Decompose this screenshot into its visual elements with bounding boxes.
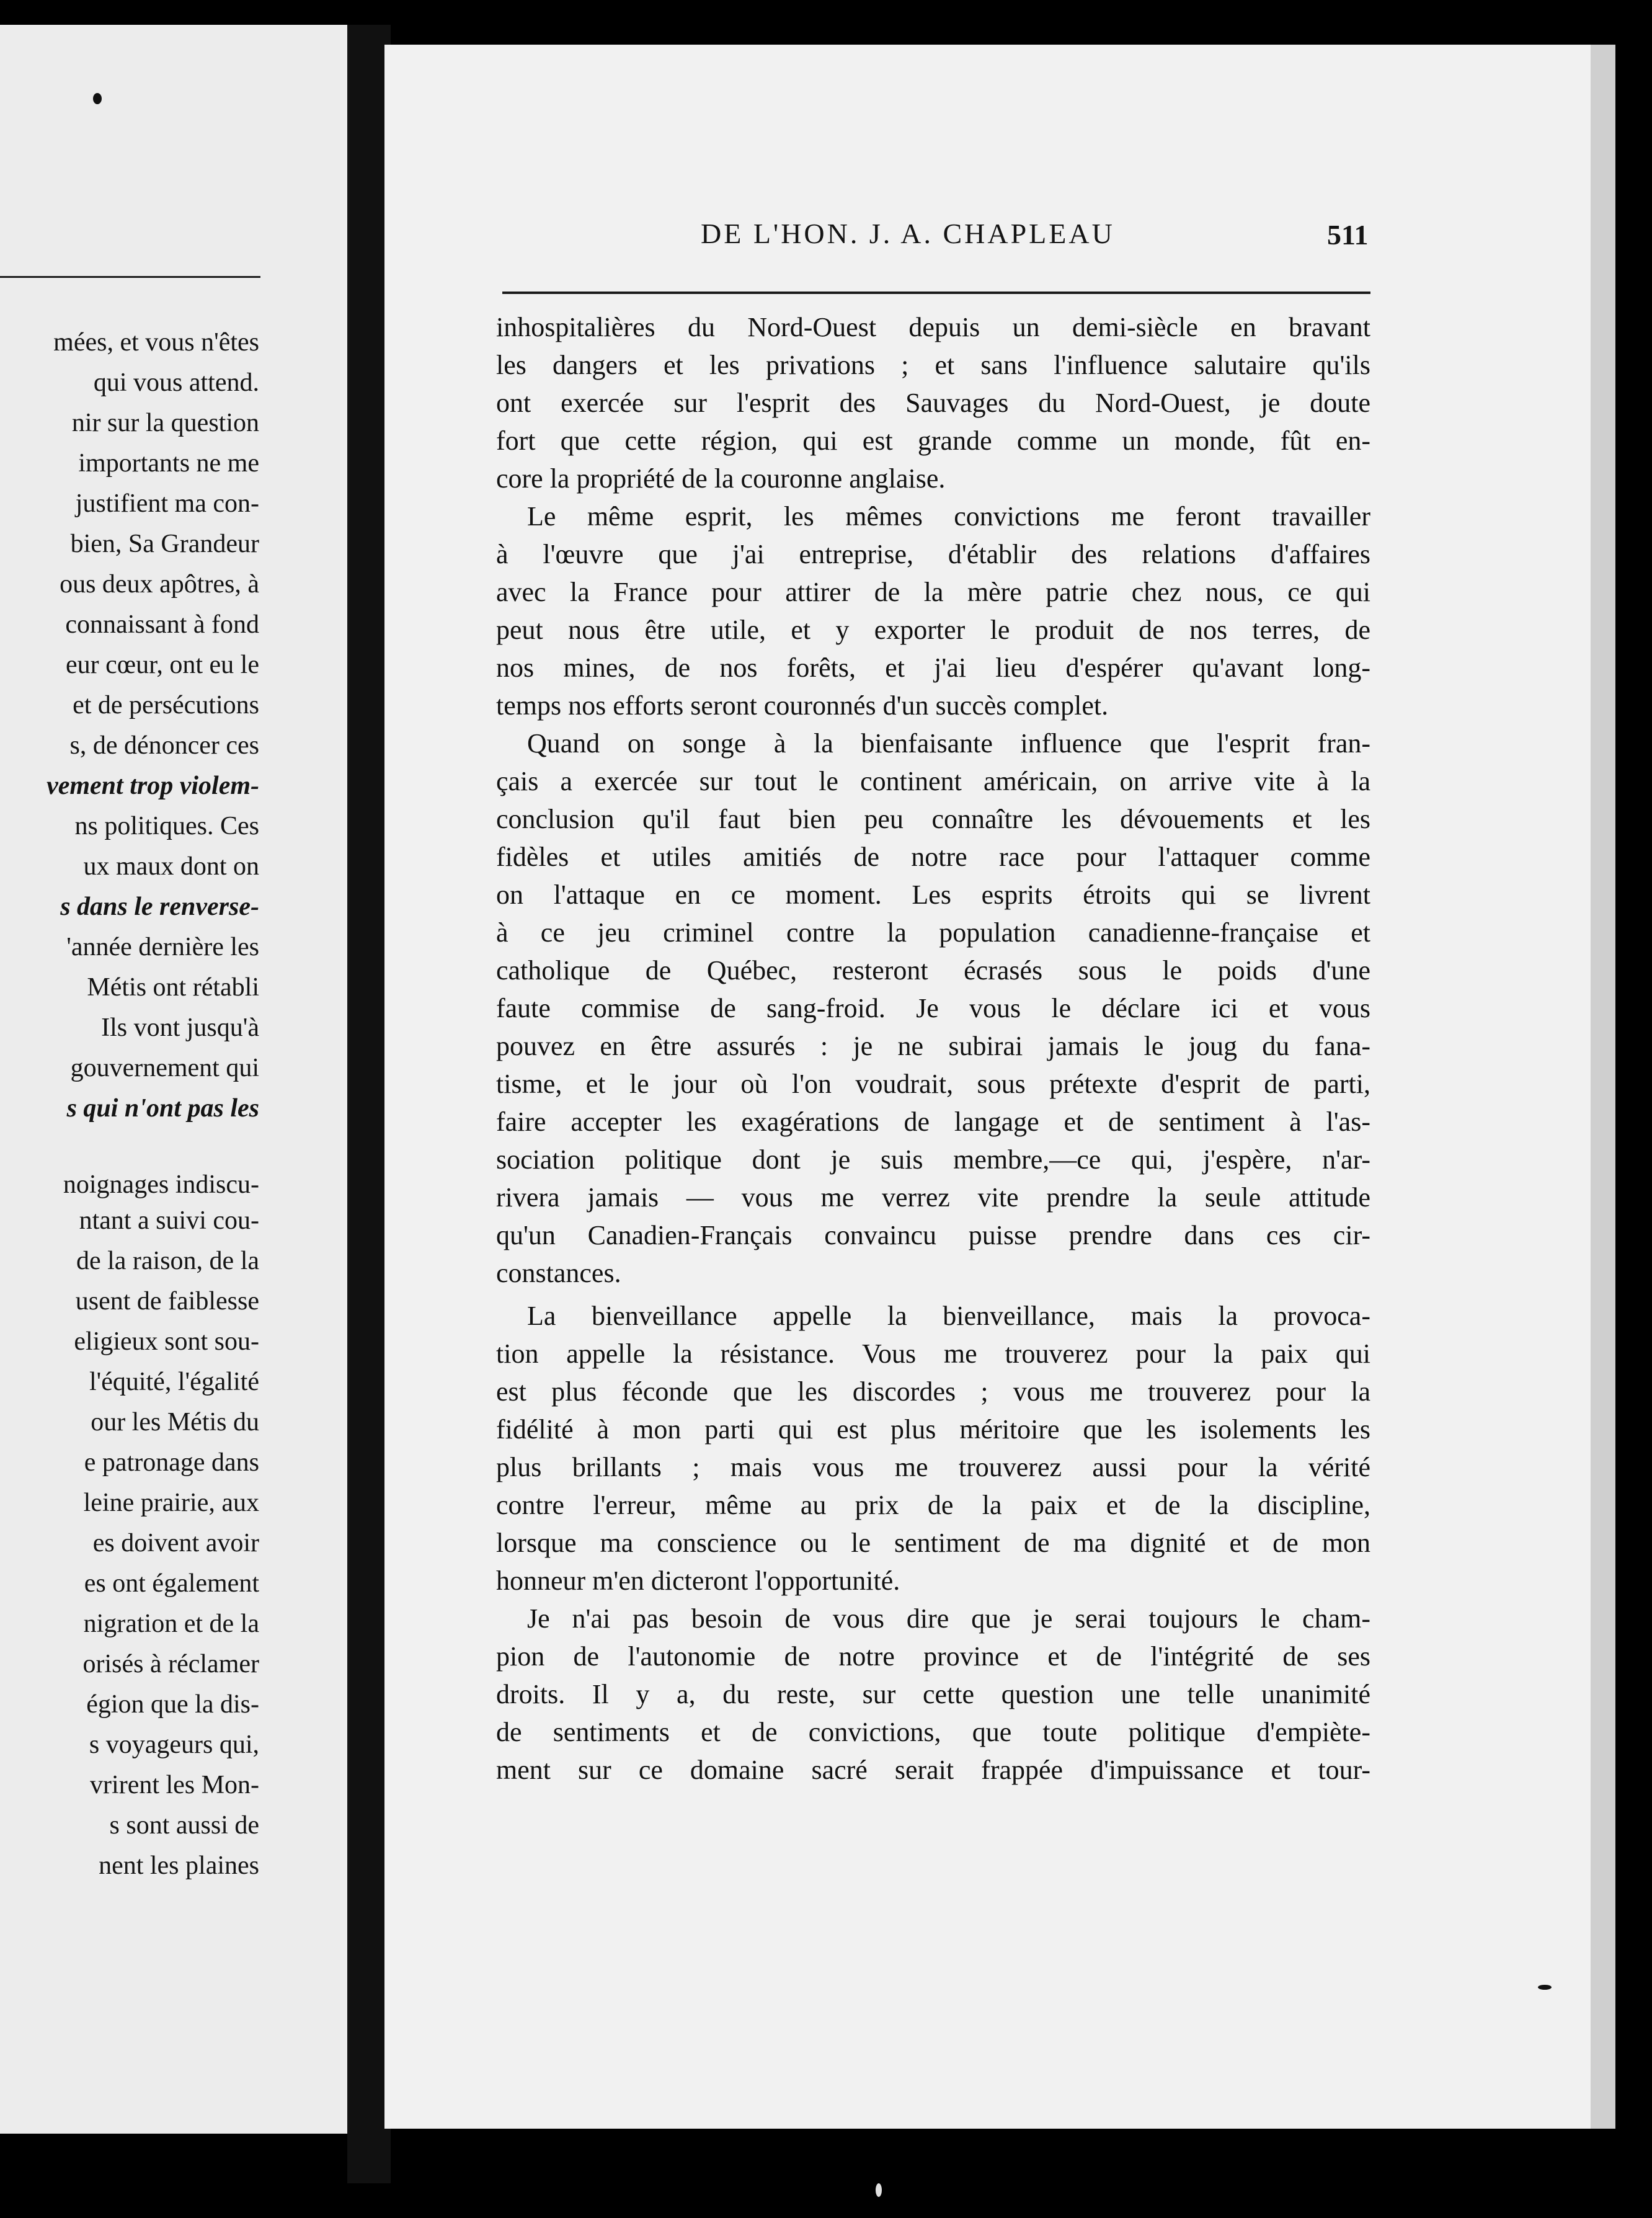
left-line: eligieux sont sou- [74, 1327, 259, 1356]
text-line: Je n'ai pas besoin de vous dire que je serai toujours le cham- [527, 1603, 1370, 1634]
text-line: faute commise de sang-froid. Je vous le déclare ici et vous [496, 993, 1370, 1023]
left-line: bien, Sa Grandeur [70, 530, 259, 558]
left-line: e patronage dans [84, 1448, 259, 1477]
ink-speck [1538, 1985, 1552, 1990]
left-line: mées, et vous n'êtes [53, 328, 259, 357]
left-line: gouvernement qui [70, 1054, 259, 1082]
text-line: lorsque ma conscience ou le sentiment de ma dignité et de mon [496, 1528, 1370, 1558]
text-line: à l'œuvre que j'ai entreprise, d'établir des relations d'affaires [496, 539, 1370, 569]
text-line: inhospitalières du Nord-Ouest depuis un demi-siècle en bravant [496, 312, 1370, 342]
left-line: connaissant à fond [65, 610, 259, 639]
left-header-rule [0, 276, 260, 278]
text-line: La bienveillance appelle la bienveillance, mais la provoca- [527, 1301, 1370, 1331]
left-line: nent les plaines [99, 1851, 259, 1880]
text-line: tion appelle la résistance. Vous me trouverez pour la paix qui [496, 1338, 1370, 1369]
text-line: faire accepter les exagérations de langage et de sentiment à l'as- [496, 1107, 1370, 1137]
text-line: çais a exercée sur tout le continent américain, on arrive vite à la [496, 766, 1370, 796]
left-line: es ont également [84, 1569, 259, 1598]
text-line: fidélité à mon parti qui est plus méritoire que les isolements les [496, 1414, 1370, 1445]
text-line: fort que cette région, qui est grande comme un monde, fût en- [496, 425, 1370, 456]
current-page [384, 45, 1594, 2129]
text-line: les dangers et les privations ; et sans l'influence salutaire qu'ils [496, 350, 1370, 380]
text-line: constances. [496, 1258, 621, 1288]
left-line: ux maux dont on [83, 852, 259, 881]
left-line: leine prairie, aux [83, 1489, 259, 1517]
left-line: justifient ma con- [75, 489, 259, 518]
text-line: de sentiments et de convictions, que toute politique d'empiète- [496, 1717, 1370, 1747]
left-line: Ils vont jusqu'à [101, 1013, 259, 1042]
text-line: temps nos efforts seront couronnés d'un succès complet. [496, 690, 1109, 721]
text-line: fidèles et utiles amitiés de notre race pour l'attaquer comme [496, 842, 1370, 872]
text-line: qu'un Canadien-Français convaincu puisse prendre dans ces cir- [496, 1220, 1370, 1250]
page-edge-shadow [1591, 45, 1615, 2129]
left-line: vement trop violem- [47, 772, 259, 800]
left-line: vrirent les Mon- [90, 1771, 259, 1799]
text-line: conclusion qu'il faut bien peu connaître les dévouements et les [496, 804, 1370, 834]
left-line: eur cœur, ont eu le [65, 651, 259, 679]
running-head: DE L'HON. J. A. CHAPLEAU [701, 218, 1115, 249]
text-line: rivera jamais — vous me verrez vite prendre la seule attitude [496, 1182, 1370, 1213]
left-line: orisés à réclamer [82, 1650, 259, 1678]
left-line: noignages indiscu- [63, 1170, 259, 1199]
text-line: honneur m'en dicteront l'opportunité. [496, 1566, 900, 1596]
left-line: usent de faiblesse [75, 1287, 259, 1316]
left-line: s sont aussi de [109, 1811, 259, 1840]
page-number: 511 [1327, 219, 1369, 251]
scan-speck [876, 2183, 882, 2197]
text-line: nos mines, de nos forêts, et j'ai lieu d'espérer qu'avant long- [496, 652, 1370, 683]
text-line: tisme, et le jour où l'on voudrait, sous prétexte d'esprit de parti, [496, 1069, 1370, 1099]
text-line: Quand on songe à la bienfaisante influence que l'esprit fran- [527, 728, 1370, 759]
text-line: plus brillants ; mais vous me trouverez aussi pour la vérité [496, 1452, 1370, 1482]
left-line: importants ne me [78, 449, 259, 478]
left-page-text [0, 323, 259, 1886]
previous-page-fragment [0, 25, 372, 2134]
text-line: contre l'erreur, même au prix de la paix et de la discipline, [496, 1490, 1370, 1520]
left-line: s voyageurs qui, [89, 1730, 259, 1759]
text-line: ment sur ce domaine sacré serait frappée d'impuissance et tour- [496, 1755, 1370, 1785]
text-line: sociation politique dont je suis membre,—ce qui, j'espère, n'ar- [496, 1144, 1370, 1175]
left-line: qui vous attend. [93, 368, 259, 397]
text-line: à ce jeu criminel contre la population canadienne-française et [496, 917, 1370, 948]
left-line: ntant a suivi cou- [79, 1206, 259, 1235]
left-line: l'équité, l'égalité [89, 1368, 259, 1396]
left-line: our les Métis du [91, 1408, 259, 1436]
left-line: nigration et de la [83, 1610, 259, 1638]
text-line: avec la France pour attirer de la mère patrie chez nous, ce qui [496, 577, 1370, 607]
left-line: ns politiques. Ces [74, 812, 259, 840]
text-line: catholique de Québec, resteront écrasés sous le poids d'une [496, 955, 1370, 986]
text-line: on l'attaque en ce moment. Les esprits étroits qui se livrent [496, 880, 1370, 910]
left-line: ous deux apôtres, à [60, 570, 259, 599]
left-line: s qui n'ont pas les [66, 1094, 259, 1123]
text-line: core la propriété de la couronne anglaise. [496, 463, 946, 494]
page-body-text [496, 308, 1370, 1789]
text-line: peut nous être utile, et y exporter le produit de nos terres, de [496, 615, 1370, 645]
text-line: ont exercée sur l'esprit des Sauvages du Nord-Ouest, je doute [496, 388, 1370, 418]
ink-speck [93, 93, 102, 104]
header-rule [502, 292, 1370, 294]
left-line: nir sur la question [71, 409, 259, 437]
left-line: s dans le renverse- [60, 893, 259, 921]
text-line: pouvez en être assurés : je ne subirai jamais le joug du fana- [496, 1031, 1370, 1061]
left-line: de la raison, de la [76, 1247, 259, 1275]
text-line: pion de l'autonomie de notre province et de l'intégrité de ses [496, 1641, 1370, 1672]
left-line: Métis ont rétabli [87, 973, 259, 1002]
text-line: droits. Il y a, du reste, sur cette question une telle unanimité [496, 1679, 1370, 1709]
text-line: Le même esprit, les mêmes convictions me feront travailler [527, 501, 1370, 532]
left-line: 'année dernière les [66, 933, 259, 961]
left-line: et de persécutions [73, 691, 259, 719]
left-line: égion que la dis- [86, 1690, 259, 1719]
left-line: es doivent avoir [92, 1529, 259, 1557]
left-line: s, de dénoncer ces [69, 731, 259, 760]
text-line: est plus féconde que les discordes ; vous me trouverez pour la [496, 1376, 1370, 1407]
